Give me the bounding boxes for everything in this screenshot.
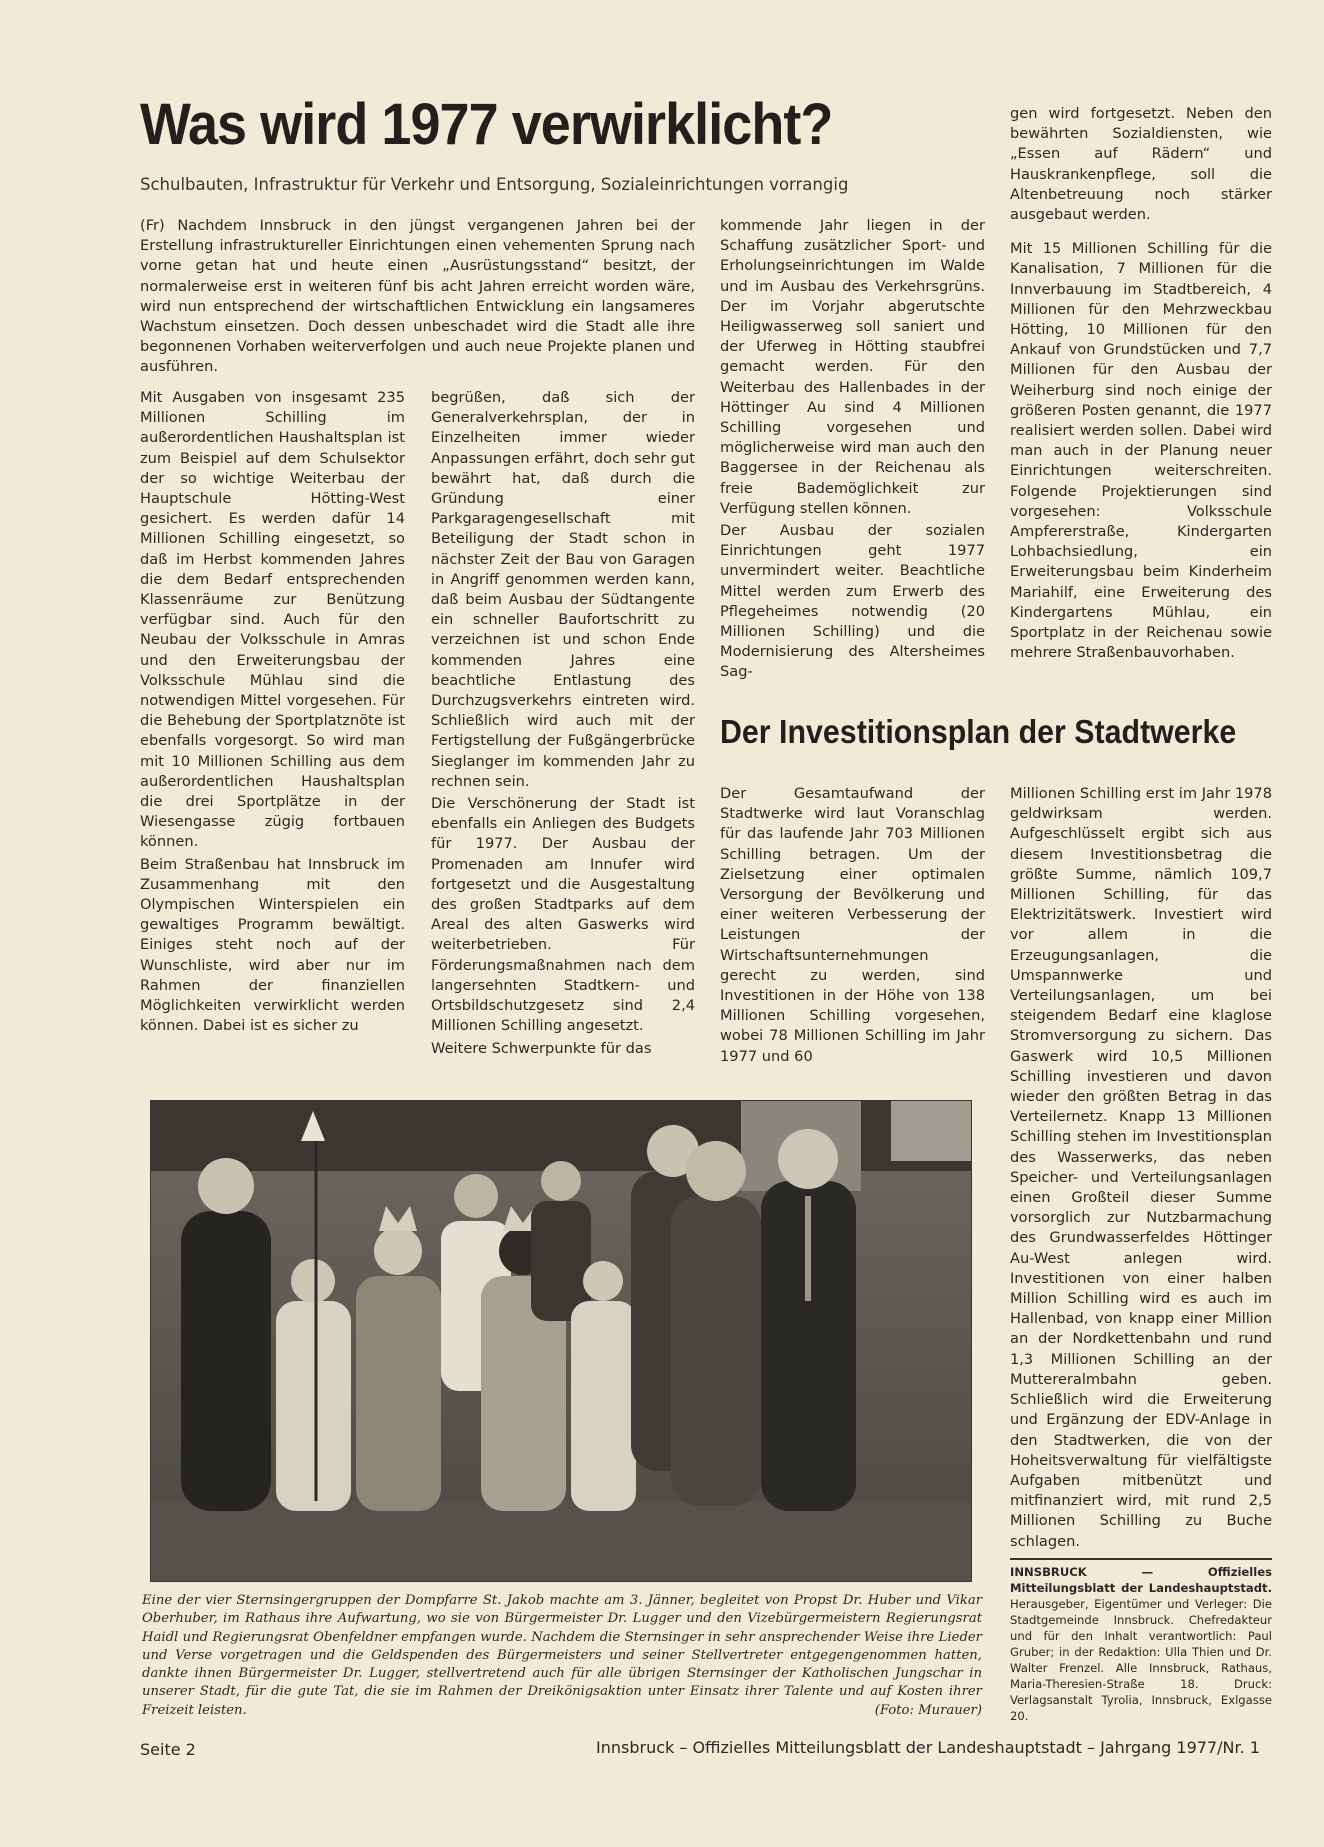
column-1-paragraph-2: Beim Straßenbau hat Innsbruck im Zusammenhang mit den Olympischen Winterspielen ein gewaltiges Programm bewältigt. Einiges steht noch auf der Wunschliste, wird aber nur im Rahmen der finanziellen Möglichkeiten verwirklicht werden können. Dabei ist es sicher zu (140, 855, 405, 1035)
publication-line: Innsbruck – Offizielles Mitteilungsblatt der Landeshauptstadt – Jahrgang 1977/Nr. 1 (596, 1738, 1260, 1757)
column-2-paragraph-3: Weitere Schwerpunkte für das (431, 1039, 652, 1057)
stadtwerke-paragraph-2: Millionen Schilling erst im Jahr 1978 geldwirksam werden. Aufgeschlüsselt ergibt sich aus diesem Investitionsbetrag die größte Summe, nämlich 109,7 Millionen Schilling, für das Elektrizitätswerk. Investiert wird vor allem in die Erzeugungsanlagen, die Umspannwerke und Verteilungsanlagen, um bei steigendem Bedarf eine klaglose Stromversorgung zu sichern. Das Gaswerk wird 10,5 Millionen Schilling investieren und davon wieder den größten Betrag in das Verteilernetz. Knapp 13 Millionen Schilling stehen im Investitionsplan des Wasserwerks, das neben Speicher- und Verteilungsanlagen einen Großteil dieser Summe vorsorglich zur Nutzbarmachung des Grundwasserfeldes Höttinger Au-West anlegen wird. Investitionen von einer halben Million Schilling wird es auch im Hallenbad, von knapp einer Million an der Nordkettenbahn und rund 1,3 Millionen Schilling an der Muttereralmbahn geben. Schließlich wird die Erweiterung und Ergänzung der EDV-Anlage in den Stadtwerken, die von der Hoheitsverwaltung für vielfältigste Aufgaben mitbenützt und mitfinanziert wird, mit rund 2,5 Millionen Schilling zu Buche schlagen. (1010, 785, 1272, 1550)
column-4-paragraph-1: gen wird fortgesetzt. Neben den bewährten Sozialdiensten, wie „Essen auf Rädern“ und Hauskrankenpflege, soll die Altenbetreuung noch stärker ausgebaut werden. (1010, 105, 1272, 224)
photo-caption (142, 1592, 982, 1720)
column-2-paragraph-1: begrüßen, daß sich der Generalverkehrsplan, der in Einzelheiten immer wieder Anpassungen erfährt, doch sehr gut bewährt hat, daß durch die Gründung einer Parkgaragengesellschaft mit Beteiligung der Stadt schon in nächster Zeit der Bau von Garagen in Angriff genommen werden kann, daß beim Ausbau der Südtangente ein schneller Baufortschritt zu verzeichnen ist und schon Ende kommenden Jahres eine beachtliche Entlastung des Durchzugsverkehrs eintreten wird. Schließlich wird auch mit der Fertigstellung der Fußgängerbrücke Sieglanger im kommenden Jahr zu rechnen sein. (431, 389, 695, 790)
intro-paragraph: (Fr) Nachdem Innsbruck in den jüngst vergangenen Jahren bei der Erstellung infrastruktureller Einrichtungen einen vehementen Sprung nach vorne getan hat und heute einen „Ausrüstungsstand“ besitzt, der normalerweise erst in weiteren fünf bis acht Jahren erreicht worden wäre, wird nun entsprechend der wirtschaftlichen Entwicklung ein langsameres Wachstum einsetzen. Doch dessen unbeschadet wird die Stadt alle ihre begonnenen Vorhaben weiterverfolgen und auch neue Projekte planen und ausführen. (140, 217, 695, 376)
column-1-paragraph-1: Mit Ausgaben von insgesamt 235 Millionen Schilling im außerordentlichen Haushaltsplan ist zum Beispiel auf dem Schulsektor der so wichtige Weiterbau der Hauptschule Hötting-West gesichert. Es werden dafür 14 Millionen Schilling eingesetzt, so daß im Herbst kommenden Jahres die dem Bedarf entsprechenden Klassenräume zur Benützung verfügbar sind. Auch für den Neubau der Volksschule in Amras und den Erweiterungsbau der Volksschule Mühlau sind die notwendigen Mittel vorgesehen. Für die Behebung der Sportplatznöte ist ebenfalls vorgesorgt. So wird man mit 10 Millionen Schilling aus dem außerordentlichen Haushaltsplan die drei Sportplätze in der Wiesengasse zügig fortbauen können. (140, 389, 405, 851)
imprint-box (1010, 1558, 1272, 1724)
column-3-paragraph-1: kommende Jahr liegen in der Schaffung zusätzlicher Sport- und Erholungseinrichtungen im Walde und im Ausbau des Verkehrsgrüns. Der im Vorjahr abgerutschte Heiligwasserweg soll saniert und der Uferweg in Hötting staubfrei gemacht werden. Für den Weiterbau des Hallenbades in der Höttinger Au sind 4 Millionen Schilling vorgesehen und möglicherweise wird man auch den Baggersee in der Reichenau als freie Bademöglichkeit zur Verfügung stellen können. (720, 217, 985, 517)
stadtwerke-column-2 (1010, 784, 1272, 1552)
section-heading-stadtwerke: Der Investitionsplan der Stadtwerke (720, 713, 1237, 750)
article-intro (140, 216, 695, 378)
column-2-paragraph-2: Die Verschönerung der Stadt ist ebenfalls ein Anliegen des Budgets für 1977. Der Ausbau der Promenaden am Innufer wird fortgesetzt und die Ausgestaltung des großen Stadtparks auf dem Areal des alten Gaswerks wird weiterbetrieben. Für Förderungsmaßnahmen nach dem langersehnten Stadtkern- und Ortsbildschutzgesetz sind 2,4 Millionen Schilling angesetzt. (431, 795, 695, 1035)
article-title: Was wird 1977 verwirklicht? (140, 92, 833, 157)
article-subtitle: Schulbauten, Infrastruktur für Verkehr und Entsorgung, Sozialeinrichtungen vorrangig (140, 175, 849, 194)
stadtwerke-paragraph-1: Der Gesamtaufwand der Stadtwerke wird laut Voranschlag für das laufende Jahr 703 Millionen Schilling betragen. Um der Zielsetzung einer optimalen Versorgung der Bevölkerung und einer weiteren Verbesserung der Leistungen der Wirtschaftsunternehmungen gerecht zu werden, sind Investitionen in der Höhe von 138 Millionen Schilling vorgesehen, wobei 78 Millionen Schilling im Jahr 1977 und 60 (720, 785, 985, 1065)
column-4-paragraph-2: Mit 15 Millionen Schilling für die Kanalisation, 7 Millionen für die Innverbauung im Stadtbereich, 4 Millionen für den Mehrzweckbau Hötting, 10 Millionen für den Ankauf von Grundstücken und 7,7 Millionen für den Ausbau der Weiherburg sind noch einige der größeren Posten genannt, die 1977 realisiert werden sollen. Dabei wird man auch in der Planung neuer Einrichtungen weiterschreiten. Folgende Projektierungen sind vorgesehen: Volksschule Ampfererstraße, Kindergarten Lohbachsiedlung, ein Erweiterungsbau beim Kinderheim Mariahilf, eine Erweiterung des Kindergartens Mühlau, ein Sportplatz in der Reichenau sowie mehrere Straßenbauvorhaben. (1010, 240, 1272, 662)
photo-credit: (Foto: Murauer) (874, 1702, 982, 1718)
imprint-title: INNSBRUCK — Offizielles Mitteilungsblatt der Landeshauptstadt. (1010, 1565, 1272, 1595)
article-column-3 (720, 216, 985, 683)
caption-text: Eine der vier Sternsingergruppen der Dompfarre St. Jakob machte am 3. Jänner, begleitet von Propst Dr. Huber und Vikar Oberhuber, im Rathaus ihre Aufwartung, wo sie von Bürgermeister Dr. Lugger und den Vizebürgermeistern Regierungsrat Haidl und Regierungsrat Obenfeldner empfangen wurde. Nachdem die Sternsinger in sehr ansprechender Weise ihre Lieder und Verse vorgetragen und die Geldspenden des Bürgermeisters und seiner Stellvertreter entgegengenommen hatten, dankte ihnen Bürgermeister Dr. Lugger, stellvertretend auch für alle übrigen Sternsinger der Katholischen Jungschar in unserer Stadt, für die gute Tat, die sie im Rahmen der Dreikönigsaktion unter Einsatz ihrer Talente und auf Kosten ihrer Freizeit leisten. (142, 1593, 982, 1718)
stadtwerke-column-1 (720, 784, 985, 1067)
photo-illustration (151, 1101, 971, 1581)
column-3-paragraph-2: Der Ausbau der sozialen Einrichtungen geht 1977 unvermindert weiter. Beachtliche Mittel werden zum Erwerb des Pflegeheimes notwendig (20 Millionen Schilling) und die Modernisierung des Altersheimes Sag- (720, 522, 985, 681)
page-number: Seite 2 (140, 1740, 196, 1759)
imprint-text: Herausgeber, Eigentümer und Verleger: Die Stadtgemeinde Innsbruck. Chefredakteur und für den Inhalt verantwortlich: Paul Gruber; in der Redaktion: Ulla Thien und Dr. Walter Frenzel. Alle Innsbruck, Rathaus, Maria-Theresien-Straße 18. Druck: Verlagsanstalt Tyrolia, Innsbruck, Exlgasse 20. (1010, 1597, 1272, 1723)
sternsinger-photo (150, 1100, 972, 1582)
article-column-2 (431, 388, 695, 1059)
article-column-4 (1010, 104, 1272, 663)
article-column-1 (140, 388, 405, 1037)
